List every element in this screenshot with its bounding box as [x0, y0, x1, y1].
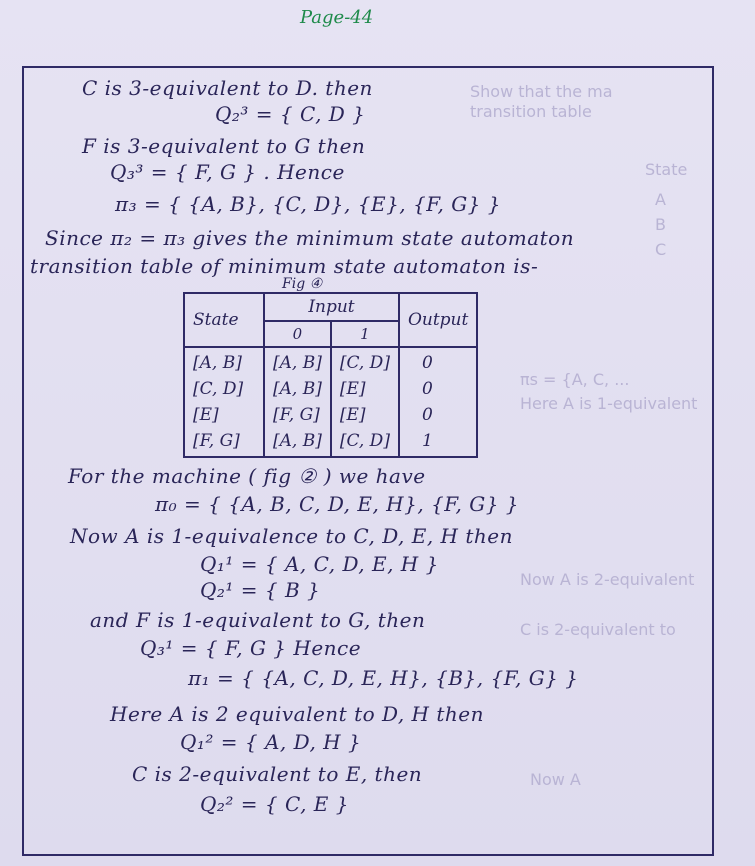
header-output: Output — [399, 293, 477, 347]
table-cell: 0 — [421, 405, 433, 425]
bleed-through-text: Now A is 2-equivalent — [520, 570, 695, 589]
text-line: Q₁² = { A, D, H } — [180, 730, 362, 754]
transition-table — [183, 292, 478, 458]
page-number: Page-44 — [300, 7, 374, 28]
text-line: Now A is 1-equivalence to C, D, E, H then — [70, 524, 513, 548]
bleed-through-text: C — [655, 240, 667, 259]
table-cell: [A, B] — [273, 431, 322, 451]
table-cell: [C, D] — [193, 379, 244, 399]
table-cell: [A, B] — [273, 379, 322, 399]
input-1-column — [331, 347, 399, 457]
text-line: and F is 1-equivalent to G, then — [90, 608, 426, 632]
text-line: Q₂³ = { C, D } — [215, 102, 366, 126]
state-column — [184, 347, 264, 457]
text-line: π₃ = { {A, B}, {C, D}, {E}, {F, G} } — [115, 192, 501, 216]
text-line: Q₃³ = { F, G } . Hence — [110, 160, 345, 184]
bleed-through-text: πs = {A, C, ... — [520, 370, 630, 389]
table-cell: [C, D] — [339, 431, 390, 451]
input-0-column — [264, 347, 331, 457]
page-border — [22, 66, 714, 856]
text-line: Q₁¹ = { A, C, D, E, H } — [200, 552, 439, 576]
bleed-through-text: transition table — [470, 102, 592, 121]
text-line: C is 2-equivalent to E, then — [132, 762, 423, 786]
header-state: State — [184, 293, 264, 347]
text-line: C is 3-equivalent to D. then — [82, 76, 373, 100]
text-line: π₁ = { {A, C, D, E, H}, {B}, {F, G} } — [188, 666, 579, 690]
bleed-through-text: Show that the ma — [470, 82, 613, 101]
text-line: π₀ = { {A, B, C, D, E, H}, {F, G} } — [155, 492, 520, 516]
bleed-through-text: Now A — [530, 770, 581, 789]
table-cell: [A, B] — [193, 353, 242, 373]
text-line: F is 3-equivalent to G then — [82, 134, 366, 158]
table-cell: [E] — [339, 405, 366, 425]
header-input-1: 1 — [331, 321, 399, 347]
bleed-through-text: State — [645, 160, 688, 179]
table-cell: [A, B] — [273, 353, 322, 373]
table-cell: [E] — [339, 379, 366, 399]
table-cell: 0 — [421, 353, 433, 373]
text-line: Q₂¹ = { B } — [200, 578, 321, 602]
text-line: Q₂² = { C, E } — [200, 792, 349, 816]
text-line: Q₃¹ = { F, G } Hence — [140, 636, 362, 660]
table-cell: [F, G] — [273, 405, 320, 425]
table-cell: 0 — [421, 379, 433, 399]
table-cell: [F, G] — [193, 431, 240, 451]
text-line: Since π₂ = π₃ gives the minimum state automaton — [45, 226, 575, 250]
bleed-through-text: A — [655, 190, 666, 209]
bleed-through-text: Here A is 1-equivalent — [520, 394, 698, 413]
figure-label: Fig ④ — [282, 276, 323, 292]
header-input: Input — [264, 293, 399, 321]
bleed-through-text: C is 2-equivalent to — [520, 620, 676, 639]
table-cell: 1 — [421, 431, 433, 451]
text-line: For the machine ( fig ② ) we have — [68, 464, 426, 488]
text-line: transition table of minimum state automaton is- — [30, 254, 539, 278]
bleed-through-text: B — [655, 215, 666, 234]
table-cell: [E] — [193, 405, 219, 425]
header-input-0: 0 — [264, 321, 331, 347]
output-column — [399, 347, 477, 457]
text-line: Here A is 2 equivalent to D, H then — [110, 702, 484, 726]
table-cell: [C, D] — [339, 353, 390, 373]
